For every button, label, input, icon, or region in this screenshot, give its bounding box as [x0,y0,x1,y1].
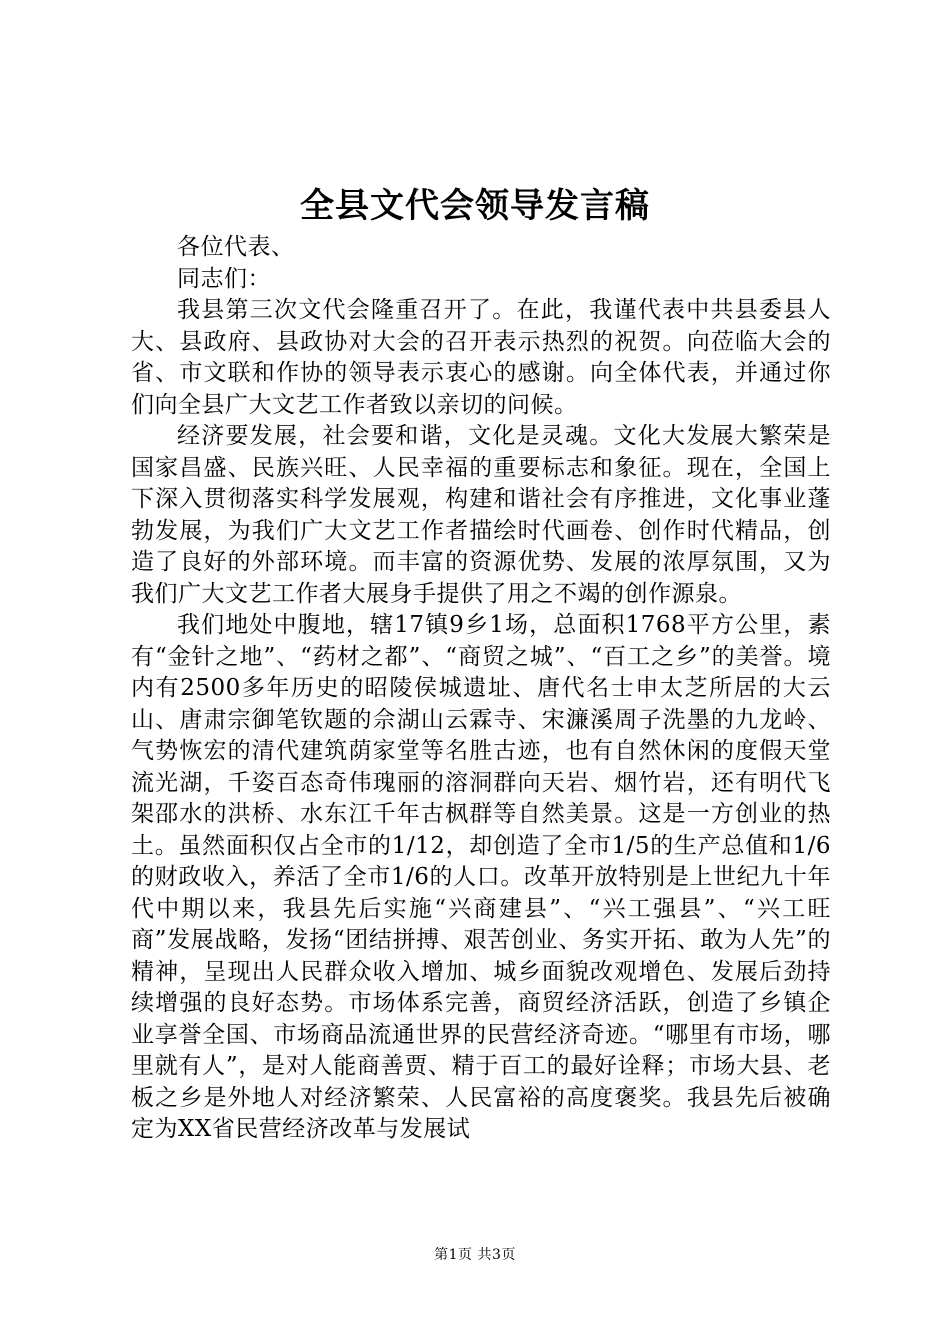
body-paragraph: 我们地处中腹地，辖17镇9乡1场，总面积1768平方公里，素有“金针之地”、“药材之都”、“商贸之城”、“百工之乡”的美誉。境内有2500多年历史的昭陵侯城遗址、唐代名士申太芝所居的大云山、唐肃宗御笔钦题的佘湖山云霖寺、宋濂溪周子洗墨的九龙岭、气势恢宏的清代建筑荫家堂等名胜古迹，也有自然休闲的度假天堂流光湖，千姿百态奇伟瑰丽的溶洞群向天岩、烟竹岩，还有明代飞架邵水的洪桥、水东江千年古枫群等自然美景。这是一方创业的热土。虽然面积仅占全市的1/12，却创造了全市1/5的生产总值和1/6的财政收入，养活了全市1/6的人口。改革开放特别是上世纪九十年代中期以来，我县先后实施“兴商建县”、“兴工强县”、“兴工旺商”发展战略，发扬“团结拼搏、艰苦创业、务实开拓、敢为人先”的精神，呈现出人民群众收入增加、城乡面貌改观增色、发展后劲持续增强的良好态势。市场体系完善，商贸经济活跃，创造了乡镇企业享誉全国、市场商品流通世界的民营经济奇迹。“哪里有市场，哪里就有人”，是对人能商善贾、精于百工的最好诠释；市场大县、老板之乡是外地人对经济繁荣、人民富裕的高度褒奖。我县先后被确定为XX省民营经济改革与发展试 [131,612,831,1142]
salutation-line: 同志们： [177,265,271,292]
document-body [131,232,831,1146]
document-title: 全县文代会领导发言稿 [300,186,650,226]
body-paragraph: 经济要发展，社会要和谐，文化是灵魂。文化大发展大繁荣是国家昌盛、民族兴旺、人民幸福的重要标志和象征。现在，全国上下深入贯彻落实科学发展观，构建和谐社会有序推进，文化事业蓬勃发展，为我们广大文艺工作者描绘时代画卷、创作时代精品，创造了良好的外部环境。而丰富的资源优势、发展的浓厚氛围，又为我们广大文艺工作者大展身手提供了用之不竭的创作源泉。 [131,423,831,607]
body-paragraph: 我县第三次文代会隆重召开了。在此，我谨代表中共县委县人大、县政府、县政协对大会的召开表示热烈的祝贺。向莅临大会的省、市文联和作协的领导表示衷心的感谢。向全体代表，并通过你们向全县广大文艺工作者致以亲切的问候。 [131,297,831,418]
salutation-line: 各位代表、 [177,234,295,260]
page-number-footer: 第1页 共3页 [434,1247,516,1263]
